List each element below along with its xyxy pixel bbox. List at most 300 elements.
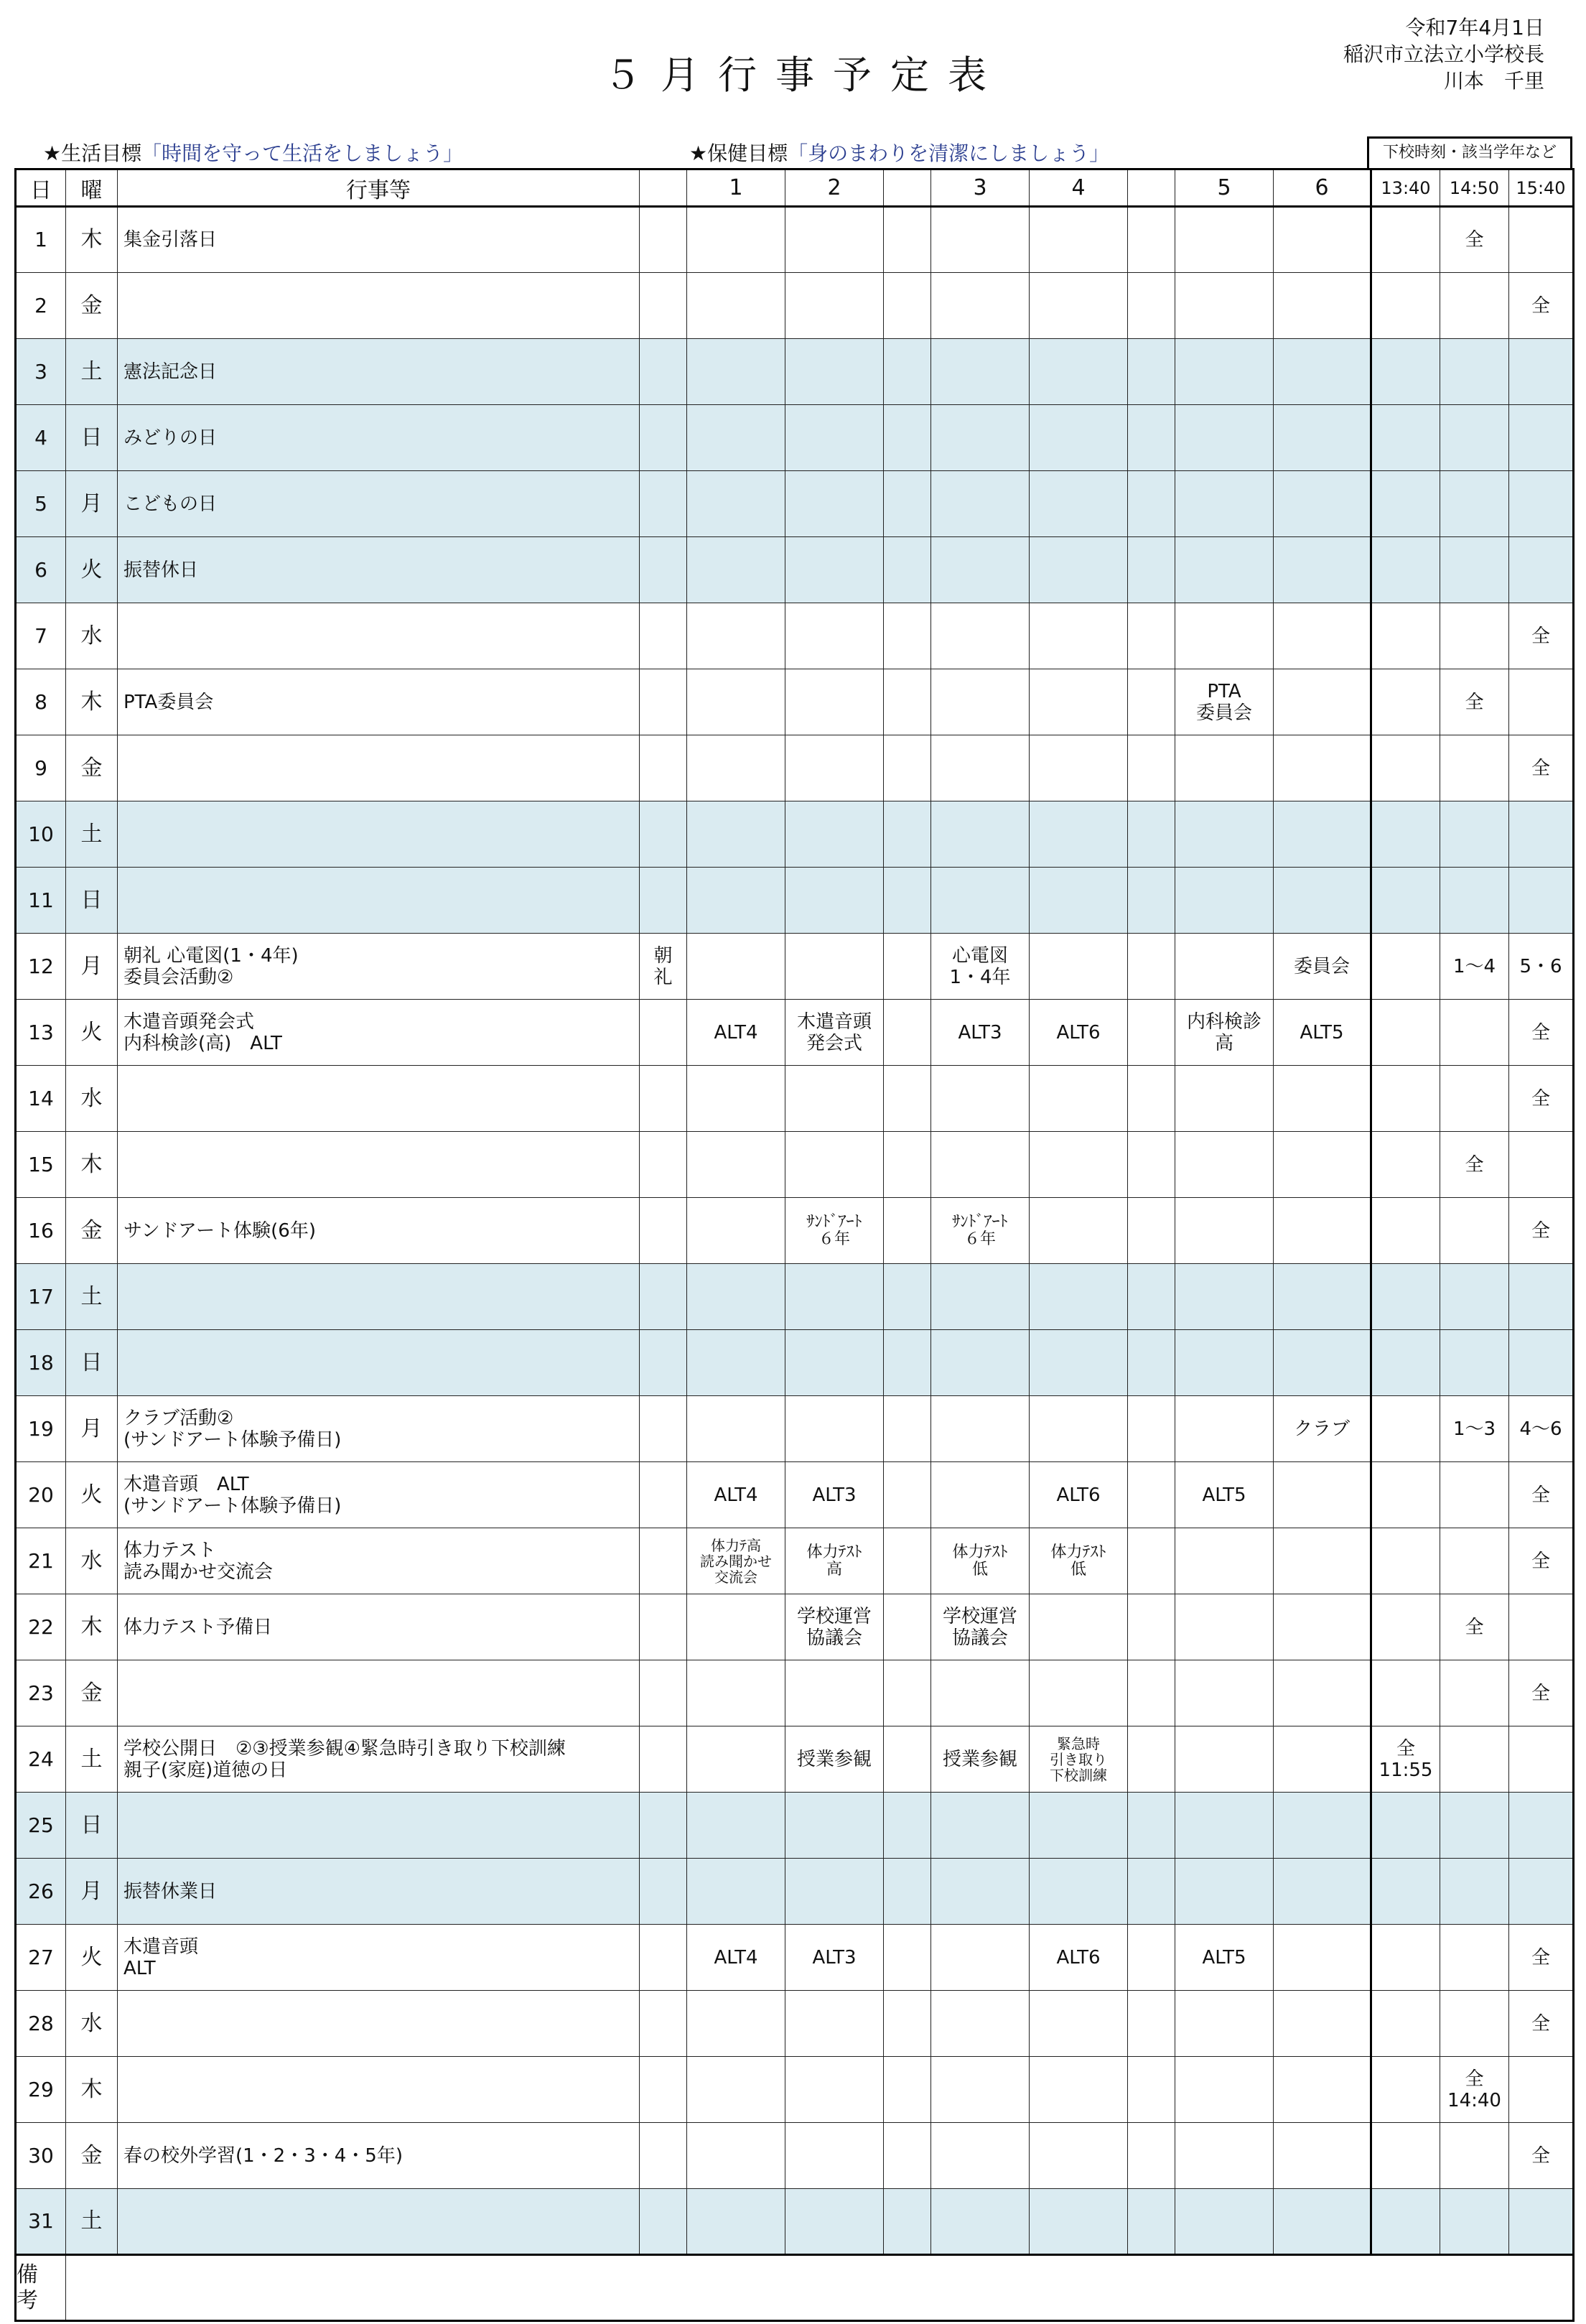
cell-time-3: 5・6 <box>1509 934 1574 1000</box>
cell-period-3 <box>931 2123 1030 2189</box>
cell-period-6 <box>1274 2189 1371 2255</box>
cell-break-b <box>1128 868 1175 934</box>
remarks-label-cell <box>16 2255 66 2321</box>
cell-period-6 <box>1274 868 1371 934</box>
cell-period-2 <box>785 273 884 339</box>
cell-weekday: 水 <box>66 1991 118 2057</box>
cell-day: 15 <box>16 1132 66 1198</box>
cell-morning <box>640 339 687 405</box>
page-title: ５月行事予定表 <box>603 52 1005 98</box>
cell-period-4 <box>1030 207 1128 273</box>
cell-time-1 <box>1371 537 1440 603</box>
cell-period-3 <box>931 2057 1030 2123</box>
cell-time-1 <box>1371 1528 1440 1594</box>
cell-period-5 <box>1175 1066 1274 1132</box>
cell-time-3 <box>1509 1859 1574 1925</box>
cell-time-1 <box>1371 273 1440 339</box>
cell-break-a <box>884 801 931 868</box>
cell-period-1 <box>687 1859 785 1925</box>
table-row <box>16 2123 1574 2189</box>
col-day: 日 <box>16 169 66 207</box>
cell-time-2 <box>1440 1793 1509 1859</box>
cell-morning <box>640 471 687 537</box>
cell-period-6 <box>1274 1925 1371 1991</box>
cell-events: 学校公開日 ②③授業参観④緊急時引き取り下校訓練 親子(家庭)道徳の日 <box>118 1726 640 1793</box>
cell-weekday: 土 <box>66 801 118 868</box>
cell-events: 朝礼 心電図(1・4年) 委員会活動② <box>118 934 640 1000</box>
cell-events <box>118 603 640 669</box>
cell-period-4: ALT6 <box>1030 1925 1128 1991</box>
col-period-4: 4 <box>1030 169 1128 207</box>
cell-events: サンドアート体験(6年) <box>118 1198 640 1264</box>
cell-period-5 <box>1175 2057 1274 2123</box>
cell-time-3: 全 <box>1509 1660 1574 1726</box>
cell-time-1 <box>1371 1396 1440 1462</box>
cell-period-6 <box>1274 273 1371 339</box>
cell-events <box>118 1264 640 1330</box>
cell-period-2: 体力ﾃｽﾄ 高 <box>785 1528 884 1594</box>
cell-period-1 <box>687 2123 785 2189</box>
cell-period-5: PTA 委員会 <box>1175 669 1274 735</box>
cell-period-2 <box>785 405 884 471</box>
table-row <box>16 1925 1574 1991</box>
cell-break-b <box>1128 1528 1175 1594</box>
cell-period-3 <box>931 801 1030 868</box>
cell-period-1 <box>687 735 785 801</box>
cell-morning <box>640 1000 687 1066</box>
cell-period-6 <box>1274 1594 1371 1660</box>
cell-period-2: 授業参観 <box>785 1726 884 1793</box>
cell-morning <box>640 735 687 801</box>
cell-period-3 <box>931 2189 1030 2255</box>
cell-weekday: 土 <box>66 339 118 405</box>
col-period-3: 3 <box>931 169 1030 207</box>
cell-period-3 <box>931 1264 1030 1330</box>
cell-period-1 <box>687 207 785 273</box>
cell-morning <box>640 1660 687 1726</box>
cell-break-b <box>1128 1264 1175 1330</box>
cell-period-5 <box>1175 1528 1274 1594</box>
cell-time-1 <box>1371 1132 1440 1198</box>
cell-weekday: 水 <box>66 603 118 669</box>
header-info <box>1343 14 1544 94</box>
cell-period-4 <box>1030 1198 1128 1264</box>
cell-morning <box>640 1528 687 1594</box>
cell-period-4 <box>1030 2057 1128 2123</box>
cell-period-6 <box>1274 1726 1371 1793</box>
cell-time-2 <box>1440 1991 1509 2057</box>
cell-day: 19 <box>16 1396 66 1462</box>
cell-time-2 <box>1440 1066 1509 1132</box>
cell-events: 憲法記念日 <box>118 339 640 405</box>
cell-period-1 <box>687 471 785 537</box>
cell-period-5 <box>1175 207 1274 273</box>
cell-morning <box>640 1462 687 1528</box>
cell-period-2 <box>785 1132 884 1198</box>
cell-events <box>118 801 640 868</box>
col-time-2: 14:50 <box>1440 169 1509 207</box>
cell-break-a <box>884 1396 931 1462</box>
cell-break-b <box>1128 1991 1175 2057</box>
cell-period-6 <box>1274 1528 1371 1594</box>
cell-events <box>118 273 640 339</box>
life-goal-label: ★生活目標 <box>43 141 142 165</box>
cell-break-b <box>1128 273 1175 339</box>
cell-period-3 <box>931 1396 1030 1462</box>
cell-weekday: 月 <box>66 1396 118 1462</box>
cell-time-3 <box>1509 1330 1574 1396</box>
cell-events: 木遣音頭発会式 内科検診(高) ALT <box>118 1000 640 1066</box>
cell-time-3: 全 <box>1509 1000 1574 1066</box>
table-row <box>16 2057 1574 2123</box>
cell-time-2 <box>1440 537 1509 603</box>
cell-period-2 <box>785 2123 884 2189</box>
cell-day: 22 <box>16 1594 66 1660</box>
table-row <box>16 2189 1574 2255</box>
cell-day: 30 <box>16 2123 66 2189</box>
cell-break-b <box>1128 1793 1175 1859</box>
cell-period-2 <box>785 868 884 934</box>
cell-day: 24 <box>16 1726 66 1793</box>
cell-break-b <box>1128 669 1175 735</box>
cell-time-3: 全 <box>1509 2123 1574 2189</box>
cell-break-b <box>1128 405 1175 471</box>
cell-weekday: 火 <box>66 1000 118 1066</box>
cell-events: PTA委員会 <box>118 669 640 735</box>
cell-morning: 朝 礼 <box>640 934 687 1000</box>
cell-time-1 <box>1371 339 1440 405</box>
cell-break-a <box>884 2189 931 2255</box>
cell-period-1: 体力ﾃ高 読み聞かせ 交流会 <box>687 1528 785 1594</box>
cell-time-2: 1～3 <box>1440 1396 1509 1462</box>
cell-period-4 <box>1030 537 1128 603</box>
cell-period-3 <box>931 1925 1030 1991</box>
cell-events <box>118 1991 640 2057</box>
cell-period-1: ALT4 <box>687 1925 785 1991</box>
cell-events: 木遣音頭 ALT <box>118 1925 640 1991</box>
cell-period-4 <box>1030 868 1128 934</box>
cell-period-1 <box>687 1264 785 1330</box>
cell-events <box>118 1132 640 1198</box>
cell-period-5 <box>1175 735 1274 801</box>
cell-period-5 <box>1175 868 1274 934</box>
cell-morning <box>640 1793 687 1859</box>
cell-break-b <box>1128 471 1175 537</box>
cell-period-6 <box>1274 1793 1371 1859</box>
cell-events <box>118 1330 640 1396</box>
cell-time-3: 全 <box>1509 735 1574 801</box>
cell-period-1 <box>687 1066 785 1132</box>
col-period-2: 2 <box>785 169 884 207</box>
cell-period-5 <box>1175 1991 1274 2057</box>
cell-time-2 <box>1440 1528 1509 1594</box>
remarks-row <box>16 2255 1574 2321</box>
cell-time-2 <box>1440 1462 1509 1528</box>
table-row <box>16 1000 1574 1066</box>
cell-weekday: 木 <box>66 2057 118 2123</box>
cell-day: 18 <box>16 1330 66 1396</box>
cell-period-2 <box>785 339 884 405</box>
cell-period-2 <box>785 1396 884 1462</box>
cell-events: 振替休業日 <box>118 1859 640 1925</box>
cell-period-1 <box>687 339 785 405</box>
cell-period-6 <box>1274 471 1371 537</box>
cell-period-4 <box>1030 2189 1128 2255</box>
cell-period-6 <box>1274 1132 1371 1198</box>
cell-period-6 <box>1274 735 1371 801</box>
cell-weekday: 金 <box>66 1198 118 1264</box>
cell-weekday: 土 <box>66 1726 118 1793</box>
cell-time-1 <box>1371 207 1440 273</box>
cell-time-3 <box>1509 669 1574 735</box>
cell-time-3 <box>1509 1793 1574 1859</box>
cell-period-2 <box>785 1330 884 1396</box>
cell-break-b <box>1128 1132 1175 1198</box>
cell-morning <box>640 405 687 471</box>
cell-time-1 <box>1371 2123 1440 2189</box>
cell-period-3 <box>931 471 1030 537</box>
cell-period-2 <box>785 669 884 735</box>
cell-period-5 <box>1175 471 1274 537</box>
cell-events <box>118 735 640 801</box>
schedule-body <box>16 207 1574 2255</box>
cell-period-4 <box>1030 1660 1128 1726</box>
table-row <box>16 669 1574 735</box>
cell-events: 振替休日 <box>118 537 640 603</box>
cell-period-4 <box>1030 1594 1128 1660</box>
cell-break-a <box>884 1132 931 1198</box>
cell-period-1 <box>687 1396 785 1462</box>
cell-break-b <box>1128 1925 1175 1991</box>
col-morning <box>640 169 687 207</box>
cell-period-6: ALT5 <box>1274 1000 1371 1066</box>
cell-period-6: クラブ <box>1274 1396 1371 1462</box>
table-row <box>16 603 1574 669</box>
table-row <box>16 537 1574 603</box>
cell-day: 10 <box>16 801 66 868</box>
cell-morning <box>640 207 687 273</box>
cell-period-2: ALT3 <box>785 1462 884 1528</box>
table-row <box>16 273 1574 339</box>
header-row <box>16 169 1574 207</box>
cell-time-1 <box>1371 603 1440 669</box>
cell-time-3 <box>1509 405 1574 471</box>
cell-break-b <box>1128 2123 1175 2189</box>
cell-period-2 <box>785 207 884 273</box>
cell-break-a <box>884 537 931 603</box>
cell-period-2 <box>785 735 884 801</box>
cell-time-3 <box>1509 2189 1574 2255</box>
cell-period-4: ALT6 <box>1030 1000 1128 1066</box>
cell-period-1: ALT4 <box>687 1462 785 1528</box>
cell-period-6: 委員会 <box>1274 934 1371 1000</box>
cell-period-1 <box>687 669 785 735</box>
table-row <box>16 339 1574 405</box>
cell-weekday: 金 <box>66 2123 118 2189</box>
cell-period-6 <box>1274 339 1371 405</box>
cell-period-4 <box>1030 1991 1128 2057</box>
cell-time-3 <box>1509 207 1574 273</box>
cell-period-5 <box>1175 537 1274 603</box>
cell-time-1 <box>1371 1859 1440 1925</box>
cell-break-b <box>1128 1859 1175 1925</box>
cell-break-b <box>1128 934 1175 1000</box>
cell-break-a <box>884 1198 931 1264</box>
cell-time-2 <box>1440 339 1509 405</box>
cell-break-b <box>1128 1462 1175 1528</box>
cell-weekday: 日 <box>66 868 118 934</box>
cell-period-4: 緊急時 引き取り 下校訓練 <box>1030 1726 1128 1793</box>
cell-period-5 <box>1175 2123 1274 2189</box>
cell-period-4 <box>1030 1264 1128 1330</box>
cell-break-a <box>884 1793 931 1859</box>
cell-period-5 <box>1175 801 1274 868</box>
table-row <box>16 1264 1574 1330</box>
cell-period-4 <box>1030 1859 1128 1925</box>
cell-period-3 <box>931 207 1030 273</box>
cell-period-3: 心電図 1・4年 <box>931 934 1030 1000</box>
cell-time-2: 全 <box>1440 1594 1509 1660</box>
cell-day: 25 <box>16 1793 66 1859</box>
cell-period-6 <box>1274 1660 1371 1726</box>
cell-period-2 <box>785 2057 884 2123</box>
cell-period-5 <box>1175 1660 1274 1726</box>
table-row <box>16 1726 1574 1793</box>
table-row <box>16 1132 1574 1198</box>
cell-time-3 <box>1509 471 1574 537</box>
cell-period-3: 学校運営 協議会 <box>931 1594 1030 1660</box>
cell-events <box>118 868 640 934</box>
table-row <box>16 207 1574 273</box>
life-goal-text: 「時間を守って生活をしましょう」 <box>141 141 464 165</box>
cell-day: 27 <box>16 1925 66 1991</box>
cell-time-2: 1～4 <box>1440 934 1509 1000</box>
cell-break-b <box>1128 1396 1175 1462</box>
cell-weekday: 月 <box>66 1859 118 1925</box>
cell-time-2 <box>1440 2189 1509 2255</box>
cell-break-b <box>1128 603 1175 669</box>
cell-period-1 <box>687 1132 785 1198</box>
cell-weekday: 月 <box>66 934 118 1000</box>
cell-period-2 <box>785 1859 884 1925</box>
cell-time-2 <box>1440 2123 1509 2189</box>
cell-period-2 <box>785 801 884 868</box>
cell-time-3 <box>1509 1132 1574 1198</box>
cell-events <box>118 2057 640 2123</box>
cell-period-2 <box>785 1066 884 1132</box>
cell-period-6 <box>1274 1066 1371 1132</box>
cell-period-5 <box>1175 1132 1274 1198</box>
cell-day: 16 <box>16 1198 66 1264</box>
cell-weekday: 木 <box>66 669 118 735</box>
cell-day: 8 <box>16 669 66 735</box>
cell-period-6 <box>1274 1462 1371 1528</box>
cell-morning <box>640 2189 687 2255</box>
cell-period-2 <box>785 2189 884 2255</box>
cell-period-6 <box>1274 2123 1371 2189</box>
cell-period-3 <box>931 1660 1030 1726</box>
col-weekday: 曜 <box>66 169 118 207</box>
cell-period-1 <box>687 934 785 1000</box>
cell-break-a <box>884 405 931 471</box>
cell-day: 28 <box>16 1991 66 2057</box>
cell-break-b <box>1128 1066 1175 1132</box>
cell-time-2 <box>1440 1660 1509 1726</box>
cell-period-1: ALT4 <box>687 1000 785 1066</box>
cell-period-3 <box>931 273 1030 339</box>
col-time-3: 15:40 <box>1509 169 1574 207</box>
cell-period-5 <box>1175 339 1274 405</box>
cell-period-3 <box>931 1793 1030 1859</box>
cell-period-4 <box>1030 934 1128 1000</box>
cell-period-1 <box>687 1793 785 1859</box>
cell-events: 体力テスト予備日 <box>118 1594 640 1660</box>
col-period-6: 6 <box>1274 169 1371 207</box>
cell-period-5 <box>1175 405 1274 471</box>
cell-day: 1 <box>16 207 66 273</box>
cell-time-2 <box>1440 1000 1509 1066</box>
cell-period-1 <box>687 1726 785 1793</box>
cell-morning <box>640 1330 687 1396</box>
cell-day: 14 <box>16 1066 66 1132</box>
cell-period-3 <box>931 1330 1030 1396</box>
table-row <box>16 1198 1574 1264</box>
cell-period-4: 体力ﾃｽﾄ 低 <box>1030 1528 1128 1594</box>
cell-morning <box>640 1066 687 1132</box>
cell-day: 31 <box>16 2189 66 2255</box>
cell-break-b <box>1128 339 1175 405</box>
cell-period-3: ALT3 <box>931 1000 1030 1066</box>
cell-events: 春の校外学習(1・2・3・4・5年) <box>118 2123 640 2189</box>
cell-morning <box>640 801 687 868</box>
table-row <box>16 1066 1574 1132</box>
cell-period-4 <box>1030 801 1128 868</box>
cell-time-3 <box>1509 1264 1574 1330</box>
cell-break-a <box>884 735 931 801</box>
col-break-a <box>884 169 931 207</box>
cell-period-5 <box>1175 273 1274 339</box>
cell-period-4 <box>1030 669 1128 735</box>
cell-period-1 <box>687 1198 785 1264</box>
cell-period-1 <box>687 801 785 868</box>
cell-period-4: ALT6 <box>1030 1462 1128 1528</box>
cell-period-2 <box>785 537 884 603</box>
cell-break-b <box>1128 1330 1175 1396</box>
cell-period-5 <box>1175 934 1274 1000</box>
cell-period-5: ALT5 <box>1175 1462 1274 1528</box>
cell-period-2 <box>785 1793 884 1859</box>
cell-weekday: 日 <box>66 405 118 471</box>
cell-time-2 <box>1440 1726 1509 1793</box>
cell-morning <box>640 1132 687 1198</box>
cell-morning <box>640 868 687 934</box>
cell-events: こどもの日 <box>118 471 640 537</box>
cell-period-5 <box>1175 2189 1274 2255</box>
cell-events: 体力テスト 読み聞かせ交流会 <box>118 1528 640 1594</box>
cell-morning <box>640 1396 687 1462</box>
cell-period-6 <box>1274 2057 1371 2123</box>
cell-weekday: 金 <box>66 735 118 801</box>
cell-break-a <box>884 207 931 273</box>
cell-day: 23 <box>16 1660 66 1726</box>
cell-morning <box>640 1925 687 1991</box>
cell-time-2 <box>1440 1925 1509 1991</box>
cell-day: 6 <box>16 537 66 603</box>
cell-time-3 <box>1509 1726 1574 1793</box>
col-break-b <box>1128 169 1175 207</box>
cell-morning <box>640 669 687 735</box>
cell-morning <box>640 1726 687 1793</box>
